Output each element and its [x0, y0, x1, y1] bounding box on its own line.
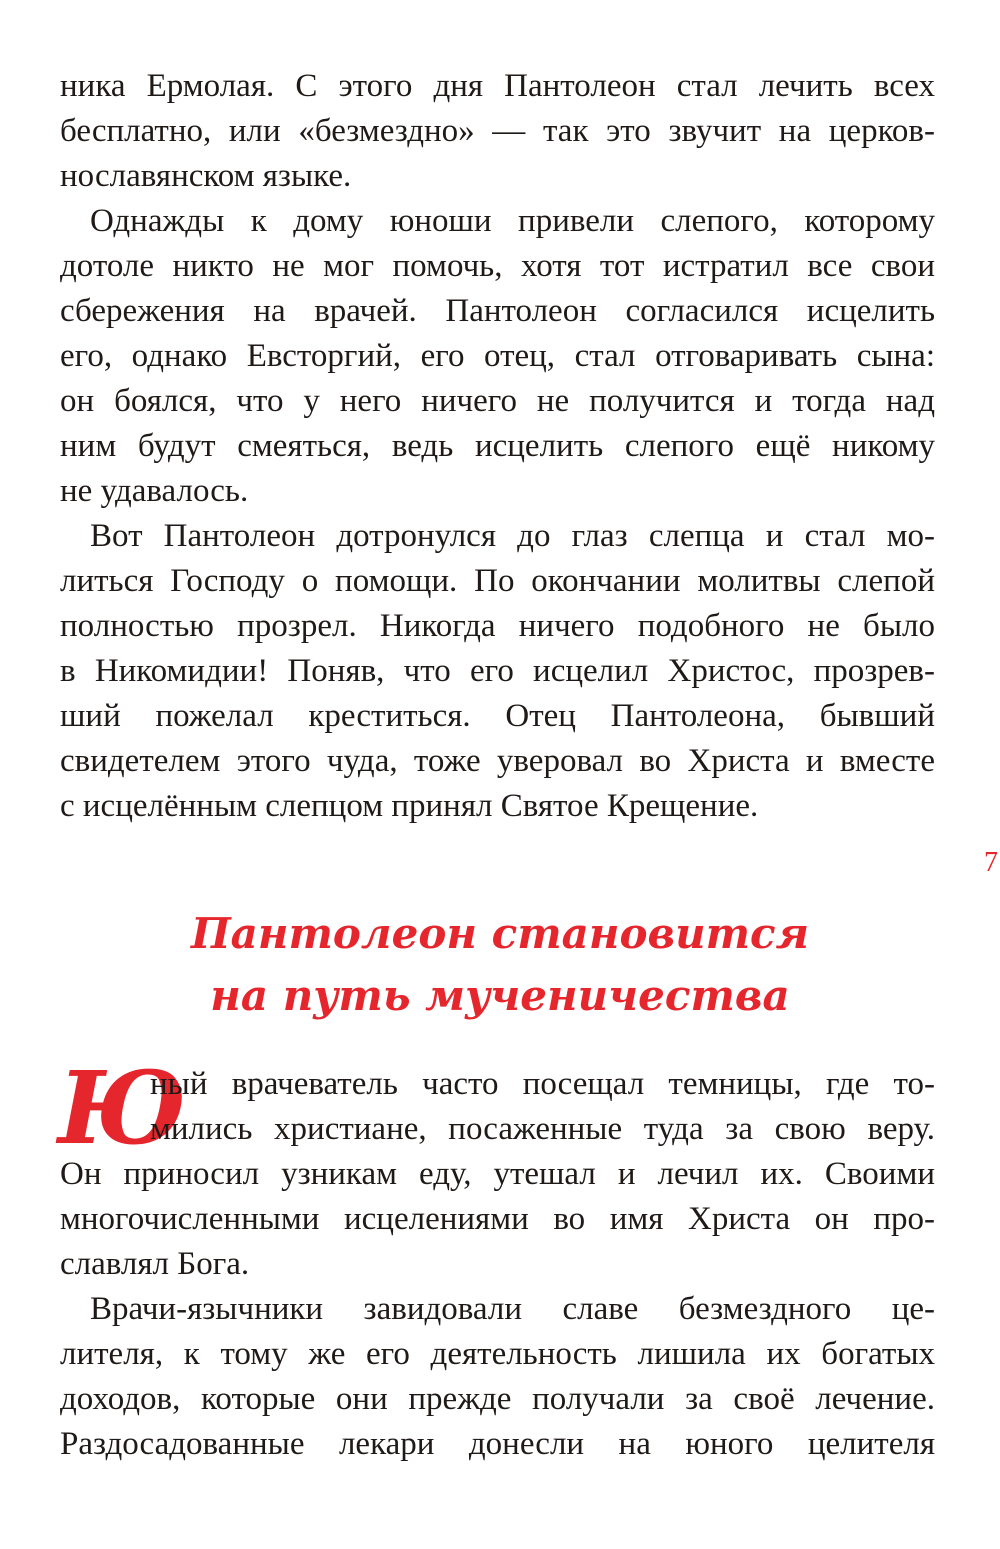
text-line: ника Ермолая. С этого дня Пантолеон стал лечить всех [60, 68, 935, 104]
drop-cap: Ю [58, 1049, 187, 1167]
text-line: ный врачеватель часто посещал темницы, где то- [150, 1066, 935, 1102]
text-line: не удавалось. [60, 473, 249, 509]
text-line: Однажды к дому юноши привели слепого, которому [90, 203, 935, 239]
text-line: доходов, которые они прежде получали за своё лечение. [60, 1381, 935, 1417]
text-line: Раздосадованные лекари донесли на юного целителя [60, 1426, 935, 1462]
text-line: сбережения на врачей. Пантолеон согласился исцелить [60, 293, 935, 329]
text-line: Врачи-язычники завидовали славе безмездного це- [90, 1291, 935, 1327]
text-line: нославянском языке. [60, 158, 352, 194]
text-line: ший пожелал креститься. Отец Пантолеона, бывший [60, 698, 935, 734]
text-line: славлял Бога. [60, 1246, 250, 1282]
section-heading-line-1: Пантолеон становится [190, 909, 810, 958]
text-line: полностью прозрел. Никогда ничего подобного не было [60, 608, 935, 644]
text-line: в Никомидии! Поняв, что его исцелил Христос, прозрев- [60, 653, 935, 689]
text-line: с исцелённым слепцом принял Святое Крещение. [60, 788, 759, 824]
text-line: Вот Пантолеон дотронулся до глаз слепца и стал мо- [90, 518, 935, 554]
text-line: дотоле никто не мог помочь, хотя тот истратил все свои [60, 248, 935, 284]
text-line: ним будут смеяться, ведь исцелить слепого ещё никому [60, 428, 935, 464]
text-line: свидетелем этого чуда, тоже уверовал во Христа и вместе [60, 743, 935, 779]
section-heading-line-2: на путь мученичества [210, 971, 790, 1020]
text-line: его, однако Евсторгий, его отец, стал отговаривать сына: [60, 338, 935, 374]
text-line: Он приносил узникам еду, утешал и лечил их. Своими [60, 1156, 935, 1192]
text-line: мились христиане, посаженные туда за свою веру. [150, 1111, 935, 1147]
text-line: бесплатно, или «безмездно» — так это звучит на церков- [60, 113, 935, 149]
text-line: лителя, к тому же его деятельность лишила их богатых [60, 1336, 935, 1372]
text-line: многочисленными исцелениями во имя Христа он про- [60, 1201, 935, 1237]
text-line: он боялся, что у него ничего не получится и тогда над [60, 383, 935, 419]
text-line: литься Господу о помощи. По окончании молитвы слепой [60, 563, 935, 599]
page-number: 7 [984, 847, 998, 878]
